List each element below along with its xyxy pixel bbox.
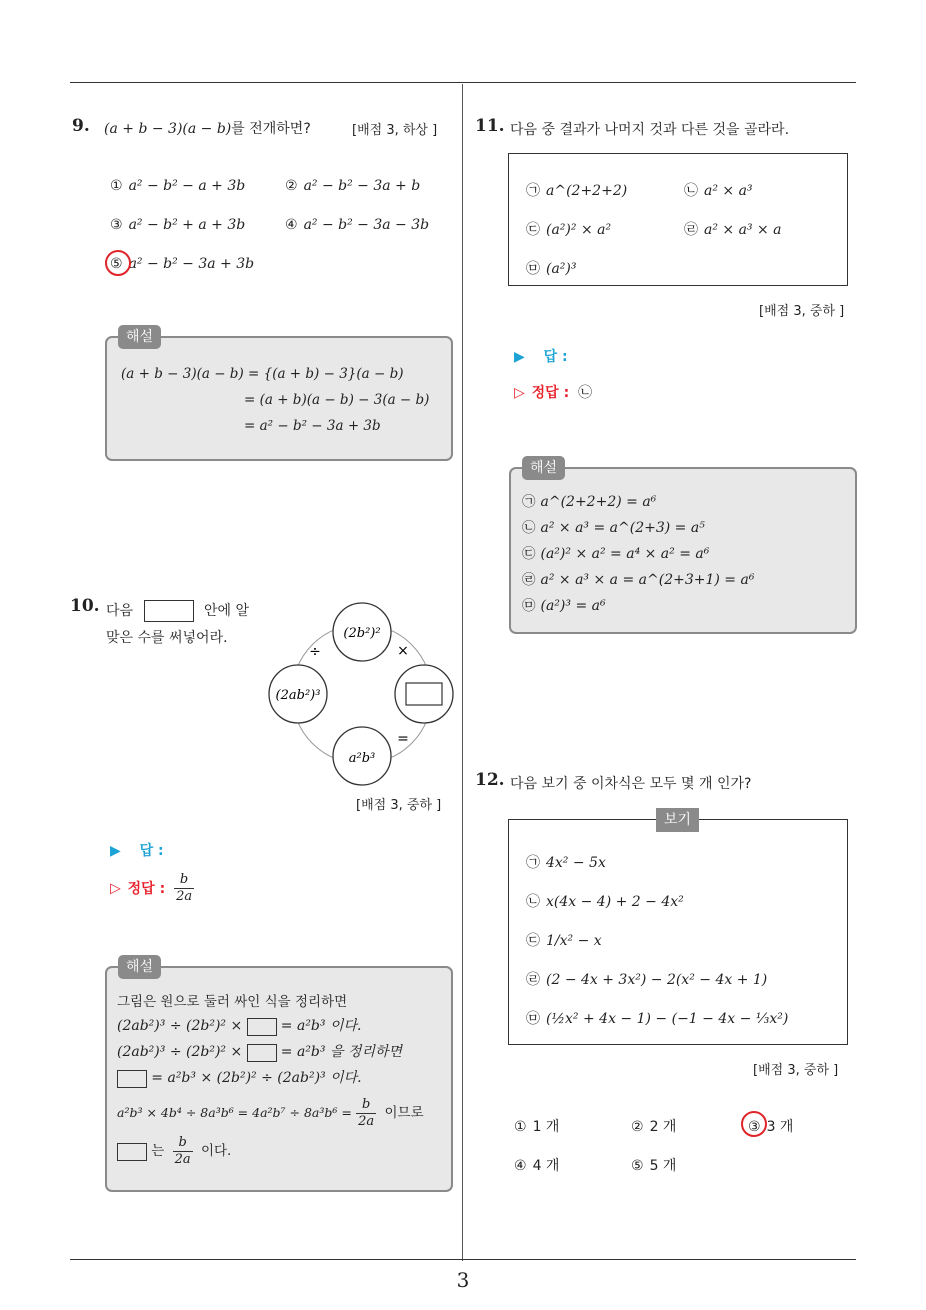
q9-selected-mark (105, 250, 131, 276)
q10-score: [배점 3, 중하 ] (356, 798, 442, 813)
q11-solution-tag: 해설 (522, 456, 565, 480)
q12-item-3: ㉢ 1/x² − x (526, 933, 602, 949)
q11-answer-row[interactable] (514, 346, 568, 366)
q9-solution-line-2: = (a + b)(a − b) − 3(a − b) (244, 392, 430, 408)
q10-solution-line-4: = a²b³ × (2b²)² ÷ (2ab²)³ 이다. (117, 1067, 362, 1088)
q12-selected-mark (741, 1111, 767, 1137)
bottom-rule (70, 1259, 856, 1260)
q9-option-2[interactable]: ② a² − b² − 3a + b (285, 178, 421, 194)
q10-solution-blank-1 (247, 1018, 277, 1036)
q10-solution-blank-4 (117, 1143, 147, 1161)
q12-item-5: ㉤ (½x² + 4x − 1) − (−1 − 4x − ⅓x²) (526, 1011, 789, 1027)
q12-score: [배점 3, 중하 ] (753, 1063, 839, 1078)
q12-number: 12. (475, 770, 505, 790)
q12-item-4: ㉣ (2 − 4x + 3x²) − 2(x² − 4x + 1) (526, 972, 768, 988)
q10-number: 10. (70, 596, 100, 616)
q9-number: 9. (72, 116, 90, 136)
q10-answer-row[interactable] (110, 840, 164, 860)
q10-stem-line-2: 맞은 수를 써넣어라. (106, 630, 228, 646)
q11-correct-value: ㉡ (578, 385, 593, 401)
q9-solution-tag: 해설 (118, 325, 161, 349)
q10-blank-box (144, 600, 194, 622)
q10-node-right-blank (406, 683, 442, 705)
q12-item-2: ㉡ x(4x − 4) + 2 − 4x² (526, 894, 684, 910)
q12-option-5[interactable]: ⑤ 5 개 (631, 1158, 677, 1174)
q11-choice-4[interactable]: ㉣ a² × a³ × a (684, 222, 782, 238)
q9-stem (104, 118, 311, 138)
q9-option-4[interactable]: ④ a² − b² − 3a − 3b (285, 217, 430, 233)
q10-solution-line-2: (2ab²)³ ÷ (2b²)² × = a²b³ 이다. (117, 1018, 362, 1034)
q11-text: 다음 중 결과가 나머지 것과 다른 것을 골라라. (510, 122, 790, 138)
q10-correct-arrow: ▷ (110, 880, 121, 897)
q10-node-top-label: (2b²)² (343, 626, 381, 641)
q10-stem-line-1: 다음 안에 알 (106, 600, 249, 622)
q12-option-2[interactable]: ② 2 개 (631, 1119, 677, 1135)
q10-solution-blank-3 (117, 1070, 147, 1088)
q11-correct-label: 정답 : (531, 385, 570, 401)
q11-choice-1[interactable]: ㉠ a^(2+2+2) (526, 183, 628, 199)
q10-node-bottom-label: a²b³ (348, 751, 376, 766)
q11-number: 11. (475, 116, 505, 136)
q9-option-5[interactable]: ⑤ a² − b² − 3a + 3b (110, 256, 255, 272)
q12-box-tag: 보기 (656, 808, 699, 832)
q10-solution-line-3: (2ab²)³ ÷ (2b²)² × = a²b³ 을 정리하면 (117, 1044, 403, 1060)
q11-correct-arrow: ▷ (514, 385, 525, 401)
q11-choice-2[interactable]: ㉡ a² × a³ (684, 183, 753, 199)
q10-solution-blank-2 (247, 1044, 277, 1062)
q11-solution-line-4: ㉣ a² × a³ × a = a^(2+3+1) = a⁶ (522, 572, 755, 588)
top-rule (70, 82, 856, 83)
q11-score: [배점 3, 중하 ] (759, 304, 845, 319)
q11-correct-row (514, 382, 592, 402)
q11-answer-arrow: ▶ (514, 349, 525, 365)
q10-op-times: × (397, 643, 409, 659)
q11-solution-line-5: ㉤ (a²)³ = a⁶ (522, 598, 606, 614)
q10-solution-line-6: 는 $\frac{b}{2a}$ 이다. (117, 1135, 231, 1168)
q11-solution-line-2: ㉡ a² × a³ = a^(2+3) = a⁵ (522, 520, 705, 536)
q9-option-1[interactable]: ① a² − b² − a + 3b (110, 178, 246, 194)
q9-solution-line-3: = a² − b² − 3a + 3b (244, 418, 381, 434)
column-divider (462, 84, 463, 1261)
q10-solution-tag: 해설 (118, 955, 161, 979)
q10-circle-diagram (262, 600, 462, 790)
q10-solution-fraction-1: $\frac{b}{2a}$ (358, 1097, 375, 1129)
q12-option-4[interactable]: ④ 4 개 (514, 1158, 560, 1174)
q10-solution-line-5: a²b³ × 4b⁴ ÷ 8a³b⁶ = 4a²b⁷ ÷ 8a³b⁶ = $\frac{b}{2a}$ 이므로 (117, 1097, 424, 1129)
q10-correct-label: 정답 : (127, 880, 166, 897)
q11-answer-label: 답 : (543, 349, 568, 365)
q12-option-3[interactable]: ③ 3 개 (748, 1119, 794, 1135)
q9-text: 를 전개하면? (231, 121, 311, 137)
q10-correct-fraction: $\frac{b}{2a}$ (176, 872, 193, 904)
q11-solution-line-3: ㉢ (a²)² × a² = a⁴ × a² = a⁶ (522, 546, 710, 562)
q10-answer-label: 답 : (139, 843, 164, 859)
q11-choice-3[interactable]: ㉢ (a²)² × a² (526, 222, 612, 238)
q11-solution-line-1: ㉠ a^(2+2+2) = a⁶ (522, 494, 657, 510)
q10-solution-line-1: 그림은 원으로 둘러 싸인 식을 정리하면 (117, 994, 348, 1010)
q12-text: 다음 보기 중 이차식은 모두 몇 개 인가? (510, 776, 752, 792)
q9-expression: (a + b − 3)(a − b) (104, 121, 232, 137)
q12-item-1: ㉠ 4x² − 5x (526, 855, 606, 871)
q10-op-divide: ÷ (309, 644, 321, 660)
q10-node-left-label: (2ab²)³ (275, 688, 321, 703)
q10-solution-fraction-2: $\frac{b}{2a}$ (174, 1135, 191, 1167)
q9-option-3[interactable]: ③ a² − b² + a + 3b (110, 217, 246, 233)
q10-op-equals: = (397, 731, 409, 747)
q9-solution-line-1: (a + b − 3)(a − b) = {(a + b) − 3}(a − b) (121, 366, 404, 382)
page-number: 3 (456, 1268, 470, 1292)
q10-correct-row (110, 872, 194, 905)
q12-option-1[interactable]: ① 1 개 (514, 1119, 560, 1135)
q9-score: [배점 3, 하상 ] (352, 123, 438, 138)
q10-answer-arrow: ▶ (110, 843, 121, 859)
q11-choice-5[interactable]: ㉤ (a²)³ (526, 261, 577, 277)
